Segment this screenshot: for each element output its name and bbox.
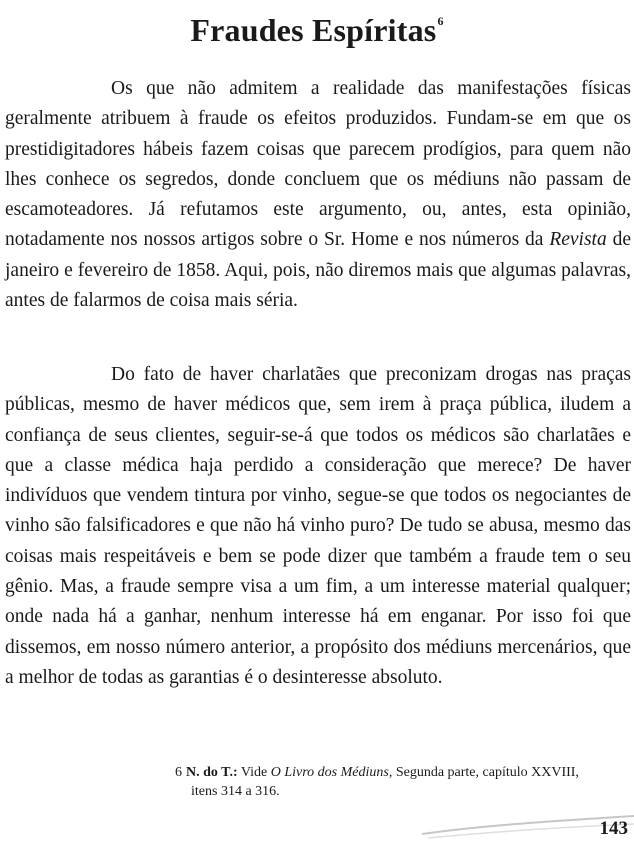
- title-text: Fraudes Espíritas: [190, 12, 437, 48]
- footnote-line2: itens 314 a 316.: [191, 784, 280, 799]
- footnote-label: N. do T.:: [186, 765, 238, 780]
- paragraph-2-text: Do fato de haver charlatães que preconizam drogas nas praças públicas, mesmo de haver médicos que, sem irem à praça pública, iludem a confiança de seus clientes, seguir-se-á que todos os médicos são charlatães e que a classe médica haja perdido a consideração que merece? De haver indivíduos que vendem tintura por vinho, segue-se que todos os negociantes de vinho são falsificadores e que não há vinho puro? De tudo se abusa, mesmo das coisas mais respeitáveis e bem se pode dizer que também a fraude tem o seu gênio. Mas, a fraude sempre visa a um fim, a um interesse material qualquer; onde nada há a ganhar, nenhum interesse há em enganar. Por isso foi que dissemos, em nosso número anterior, a propósito dos médiuns mercenários, que a melhor de todas as garantias é o desinteresse absoluto.: [5, 364, 631, 688]
- page-number: 143: [599, 818, 628, 839]
- footnote-book-title: O Livro dos Médiuns: [270, 765, 389, 780]
- journal-title-italic: Revista: [549, 229, 607, 251]
- footnote-prefix: Vide: [240, 765, 271, 780]
- footnote-line1-rest: , Segunda parte, capítulo XXVIII,: [388, 765, 579, 780]
- footnote: [175, 763, 627, 801]
- title-footnote-marker: 6: [437, 14, 444, 28]
- page-title: [0, 12, 634, 49]
- paragraph-1-text-start: Os que não admitem a realidade das manifestações físicas geralmente atribuem à fraude os efeitos produzidos. Fundam-se em que os prestidigitadores hábeis fazem coisas que parecem prodígios, para quem não lhes conhece os segredos, donde concluem que os médiuns não passam de escamoteadores. Já refutamos este argumento, ou, antes, esta opinião, notadamente nos nossos artigos sobre o Sr. Home e nos números da: [5, 78, 631, 251]
- footnote-number: 6: [175, 765, 182, 780]
- paragraph-1-text-end: de janeiro e fevereiro de 1858. Aqui, pois, não diremos mais que algumas palavras, antes de falarmos de coisa mais séria.: [5, 229, 631, 312]
- paragraph-2: [5, 360, 631, 693]
- paragraph-1: [5, 74, 631, 316]
